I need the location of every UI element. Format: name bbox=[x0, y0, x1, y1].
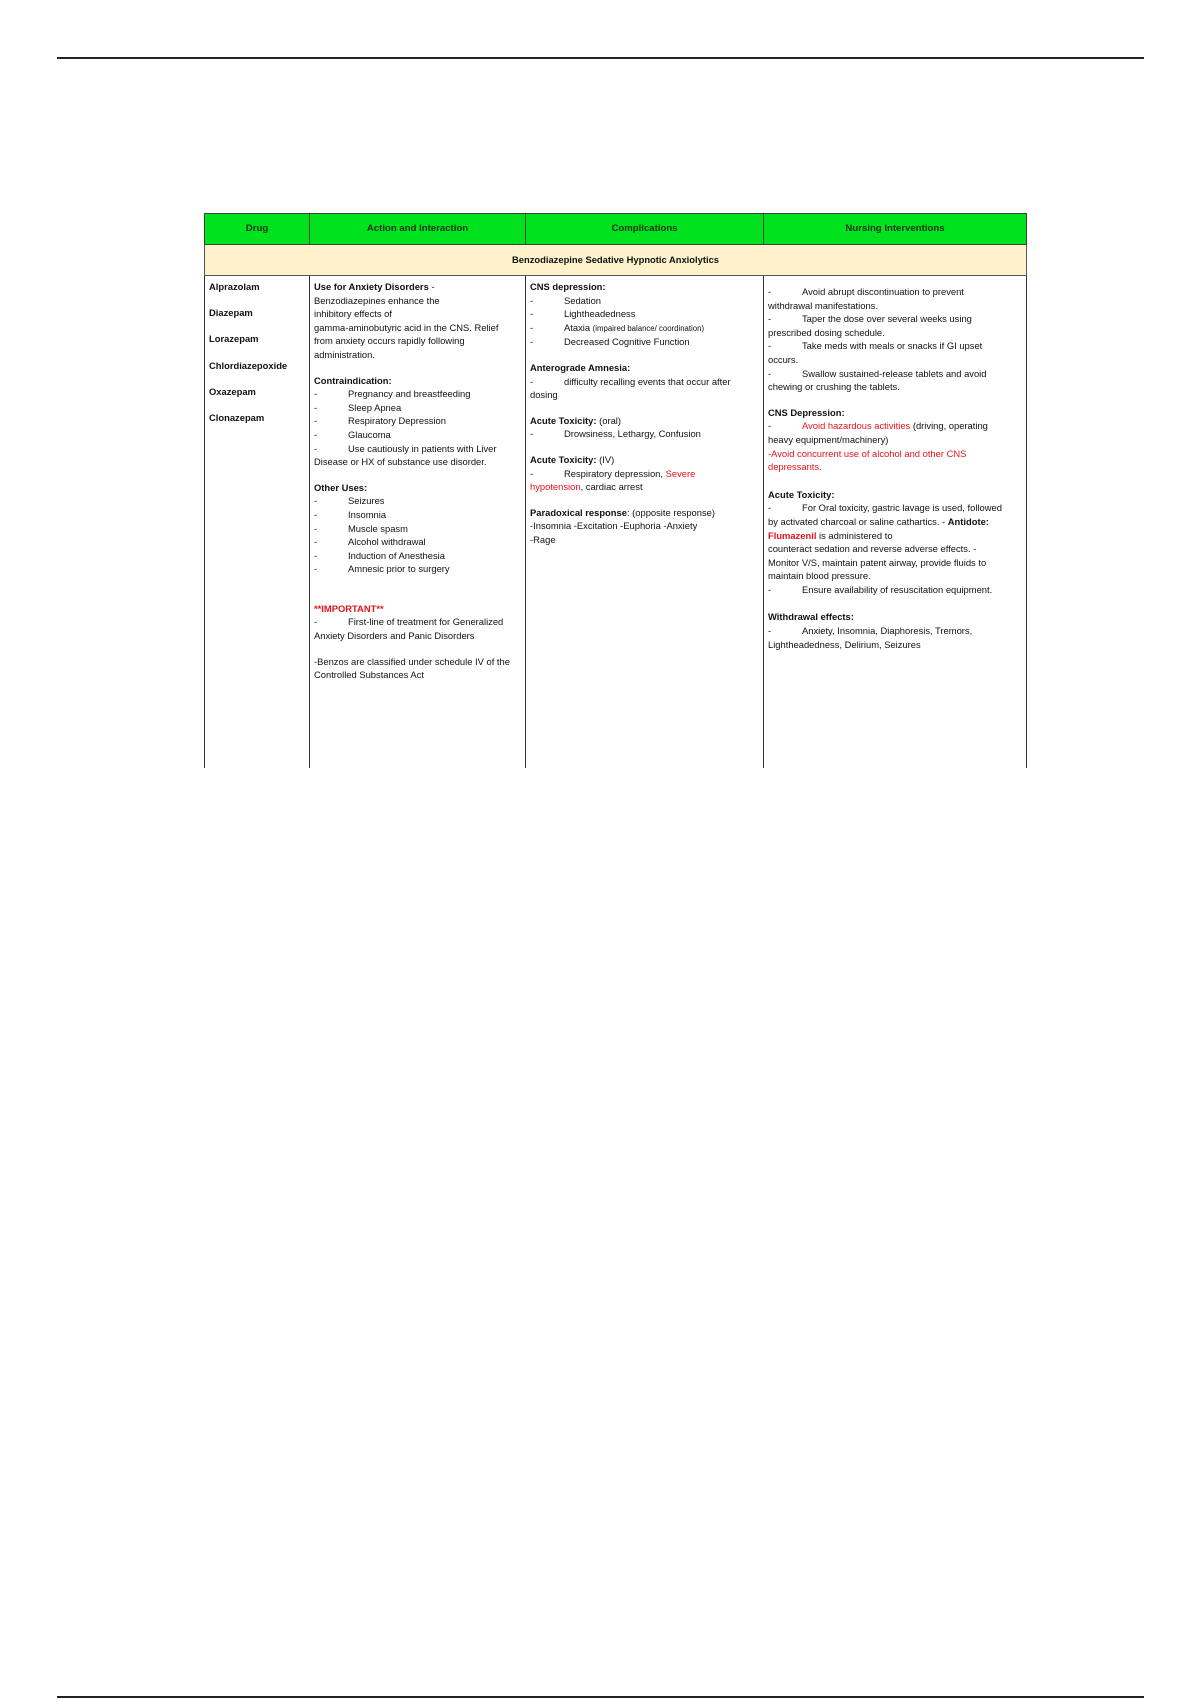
bullet-dash: - bbox=[314, 536, 318, 548]
other-use-item: Alcohol withdrawal bbox=[348, 536, 426, 548]
important-item: First-line of treatment for Generalized bbox=[348, 616, 504, 628]
nursing-general-block bbox=[768, 285, 1022, 394]
nursing-cns-heading: CNS Depression: bbox=[768, 406, 845, 418]
bullet-dash: - bbox=[314, 388, 318, 400]
bullet-dash: - bbox=[768, 313, 772, 325]
bullet-dash: - bbox=[768, 286, 772, 297]
section-title: Benzodiazepine Sedative Hypnotic Anxiolytics bbox=[205, 245, 1027, 276]
nursing-item-cont: prescribed dosing schedule. bbox=[768, 326, 885, 338]
action-cell bbox=[310, 276, 526, 769]
nursing-toxicity-block bbox=[768, 488, 1022, 597]
schedule-block bbox=[314, 655, 521, 682]
header-nursing: Nursing Interventions bbox=[764, 214, 1027, 245]
paradoxical-block bbox=[530, 506, 759, 547]
iv-toxicity-block bbox=[530, 453, 759, 494]
paradoxical-line: -Insomnia -Excitation -Euphoria -Anxiety bbox=[530, 520, 698, 532]
nursing-cns-block bbox=[768, 406, 1022, 474]
bullet-dash: - bbox=[530, 321, 534, 333]
header-complications: Complications bbox=[526, 214, 764, 245]
toxicity-cont: by activated charcoal or saline cathartics. - bbox=[768, 515, 948, 527]
paradoxical-note: : (opposite response) bbox=[626, 506, 716, 518]
bullet-dash: - bbox=[314, 428, 318, 440]
iv-item-cardiac: , cardiac arrest bbox=[580, 481, 643, 493]
iv-toxicity-heading: Acute Toxicity: bbox=[530, 453, 597, 465]
other-uses-block bbox=[314, 481, 521, 576]
nursing-item: Avoid abrupt discontinuation to prevent bbox=[802, 286, 964, 297]
antidote-label: Antidote: bbox=[947, 515, 989, 527]
paradoxical-heading: Paradoxical response bbox=[530, 506, 627, 518]
important-cont: Anxiety Disorders and Panic Disorders bbox=[314, 630, 475, 642]
drug-cell bbox=[205, 276, 310, 769]
drug-name: Alprazolam bbox=[209, 281, 260, 292]
use-block bbox=[314, 280, 521, 362]
toxicity-item: Ensure availability of resuscitation equipment. bbox=[802, 583, 993, 595]
content-row bbox=[205, 276, 1027, 769]
header-action: Action and Interaction bbox=[310, 214, 526, 245]
bullet-dash: - bbox=[314, 401, 318, 413]
bullet-dash: - bbox=[768, 420, 772, 432]
schedule-line: Controlled Substances Act bbox=[314, 669, 424, 681]
bullet-dash: - bbox=[530, 294, 534, 306]
bullet-dash: - bbox=[530, 428, 534, 440]
use-suffix: - bbox=[428, 281, 435, 292]
use-text: administration. bbox=[314, 348, 375, 360]
toxicity-cont: is administered to bbox=[816, 529, 893, 541]
other-use-item: Seizures bbox=[348, 495, 385, 507]
paradoxical-line: -Rage bbox=[530, 533, 556, 545]
flumazenil: Flumazenil bbox=[768, 529, 817, 541]
use-text: Benzodiazepines enhance the bbox=[314, 294, 440, 306]
use-heading: Use for Anxiety Disorders bbox=[314, 281, 429, 292]
cns-item: Lightheadedness bbox=[564, 308, 636, 320]
alcohol-warning: -Avoid concurrent use of alcohol and other CNS bbox=[768, 447, 967, 459]
bullet-dash: - bbox=[768, 367, 772, 379]
important-block bbox=[314, 602, 521, 643]
bullet-dash: - bbox=[314, 495, 318, 507]
bullet-dash: - bbox=[768, 625, 772, 637]
alcohol-warning-cont: depressants. bbox=[768, 461, 822, 473]
header-drug: Drug bbox=[205, 214, 310, 245]
bullet-dash: - bbox=[314, 563, 318, 575]
contraindication-item: Pregnancy and breastfeeding bbox=[348, 388, 471, 400]
bullet-dash: - bbox=[530, 375, 534, 387]
bullet-dash: - bbox=[314, 549, 318, 561]
toxicity-line: counteract sedation and reverse adverse effects. - bbox=[768, 543, 977, 555]
drug-name: Oxazepam bbox=[209, 385, 256, 397]
bullet-dash: - bbox=[314, 508, 318, 520]
iv-item-severe: Severe bbox=[665, 467, 696, 479]
bullet-dash: - bbox=[530, 336, 534, 348]
amnesia-cont: dosing bbox=[530, 389, 558, 401]
bullet-dash: - bbox=[530, 308, 534, 320]
contraindication-block bbox=[314, 374, 521, 469]
withdrawal-heading: Withdrawal effects: bbox=[768, 611, 854, 623]
complications-cell bbox=[526, 276, 764, 769]
schedule-line: -Benzos are classified under schedule IV of the bbox=[314, 655, 510, 667]
drug-name: Chlordiazepoxide bbox=[209, 359, 288, 371]
withdrawal-cont: Lightheadedness, Delirium, Seizures bbox=[768, 638, 921, 650]
oral-route: (oral) bbox=[596, 414, 621, 426]
toxicity-item: For Oral toxicity, gastric lavage is used, followed bbox=[802, 502, 1002, 514]
cns-depression-block bbox=[530, 280, 759, 349]
withdrawal-block bbox=[768, 610, 1022, 651]
iv-item: Respiratory depression, bbox=[564, 467, 666, 479]
other-use-item: Muscle spasm bbox=[348, 522, 408, 534]
benzodiazepine-table bbox=[204, 213, 1027, 768]
bullet-dash: - bbox=[768, 502, 772, 514]
contraindication-heading: Contraindication: bbox=[314, 374, 392, 386]
contraindication-item: Sleep Apnea bbox=[348, 401, 402, 413]
nursing-item: Take meds with meals or snacks if GI upset bbox=[802, 340, 983, 352]
bullet-dash: - bbox=[314, 442, 318, 454]
contraindication-item: Respiratory Depression bbox=[348, 415, 446, 427]
cns-depression-heading: CNS depression: bbox=[530, 281, 606, 292]
use-text: inhibitory effects of bbox=[314, 308, 392, 320]
nursing-item: Swallow sustained-release tablets and avoid bbox=[802, 367, 987, 379]
cns-item: Decreased Cognitive Function bbox=[564, 336, 690, 348]
hazardous-warning: Avoid hazardous activities bbox=[802, 420, 911, 432]
header-row bbox=[205, 214, 1027, 245]
oral-toxicity-item: Drowsiness, Lethargy, Confusion bbox=[564, 428, 701, 440]
oral-toxicity-heading: Acute Toxicity: bbox=[530, 414, 597, 426]
hazardous-detail: (driving, operating bbox=[910, 420, 988, 432]
contraindication-item: Glaucoma bbox=[348, 428, 391, 440]
other-use-item: Insomnia bbox=[348, 508, 387, 520]
cns-item: Sedation bbox=[564, 294, 602, 306]
drug-name: Clonazepam bbox=[209, 411, 265, 423]
use-text: from anxiety occurs rapidly following bbox=[314, 335, 465, 347]
iv-item-hypotension: hypotension bbox=[530, 481, 581, 493]
ataxia-item: Ataxia bbox=[564, 321, 593, 333]
nursing-item: Taper the dose over several weeks using bbox=[802, 313, 972, 325]
bullet-dash: - bbox=[768, 340, 772, 352]
nursing-toxicity-heading: Acute Toxicity: bbox=[768, 488, 835, 500]
amnesia-block bbox=[530, 361, 759, 402]
nursing-item-cont: chewing or crushing the tablets. bbox=[768, 381, 900, 393]
oral-toxicity-block bbox=[530, 414, 759, 441]
drug-name: Lorazepam bbox=[209, 333, 259, 345]
drug-name: Diazepam bbox=[209, 307, 253, 319]
other-use-item: Amnesic prior to surgery bbox=[348, 563, 450, 575]
ataxia-note: (impaired balance/ coordination) bbox=[592, 323, 705, 333]
other-use-item: Induction of Anesthesia bbox=[348, 549, 445, 561]
withdrawal-item: Anxiety, Insomnia, Diaphoresis, Tremors, bbox=[802, 625, 973, 637]
nursing-item-cont: withdrawal manifestations. bbox=[768, 299, 878, 311]
contraindication-item: Use cautiously in patients with Liver bbox=[348, 442, 497, 454]
amnesia-item: difficulty recalling events that occur after bbox=[564, 375, 731, 387]
bullet-dash: - bbox=[314, 522, 318, 534]
toxicity-line: maintain blood pressure. bbox=[768, 570, 871, 582]
bullet-dash: - bbox=[314, 616, 318, 628]
amnesia-heading: Anterograde Amnesia: bbox=[530, 361, 631, 373]
iv-route: (IV) bbox=[596, 453, 615, 465]
nursing-cell bbox=[764, 276, 1027, 769]
toxicity-line: Monitor V/S, maintain patent airway, provide fluids to bbox=[768, 556, 987, 568]
bullet-dash: - bbox=[530, 467, 534, 479]
bullet-dash: - bbox=[768, 583, 772, 595]
hazardous-cont: heavy equipment/machinery) bbox=[768, 433, 889, 445]
bullet-dash: - bbox=[314, 415, 318, 427]
important-heading: **IMPORTANT** bbox=[314, 602, 384, 614]
use-text: gamma-aminobutyric acid in the CNS. Relief bbox=[314, 321, 499, 333]
other-uses-heading: Other Uses: bbox=[314, 481, 368, 493]
top-rule bbox=[57, 57, 1144, 59]
bottom-rule bbox=[57, 1696, 1144, 1698]
nursing-item-cont: occurs. bbox=[768, 353, 799, 365]
section-row bbox=[205, 245, 1027, 276]
contraindication-cont: Disease or HX of substance use disorder. bbox=[314, 456, 487, 468]
